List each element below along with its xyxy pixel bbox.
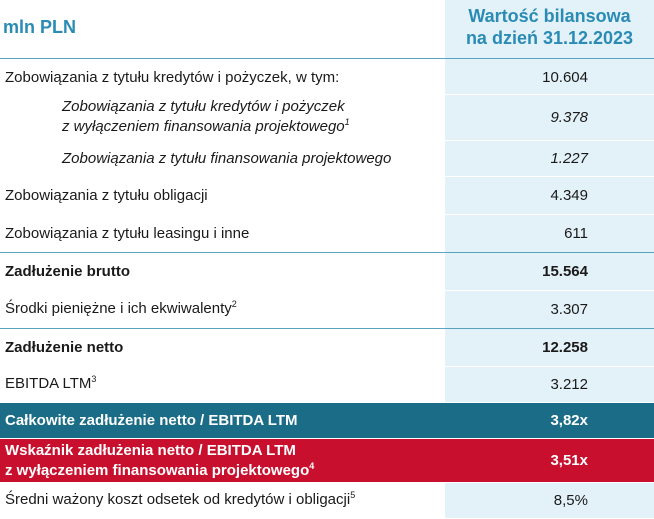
footnote-marker: 2 (231, 299, 237, 309)
row-label-line2 (5, 461, 314, 481)
column-title-line2: na dzień 31.12.2023 (465, 28, 634, 48)
table-header (0, 0, 654, 59)
row-label (5, 374, 96, 394)
row-label-text: Środki pieniężne i ich ekwiwalenty (5, 300, 232, 317)
row-label-text: Średni ważony koszt odsetek od kredytów i obligacji (5, 491, 351, 508)
row-label: Zadłużenie netto (5, 339, 124, 356)
row-value: 12.258 (542, 339, 588, 356)
row-label-line2-text: z wyłączeniem finansowania projektowego (62, 118, 345, 135)
row-value: 3.307 (550, 301, 588, 318)
row-value: 1.227 (550, 150, 588, 167)
table-row-loans-total (0, 59, 654, 95)
row-label: Zobowiązania z tytułu leasingu i inne (5, 225, 250, 242)
table-row-net-debt (0, 329, 654, 367)
row-label (5, 490, 355, 510)
row-label-text: EBITDA LTM (5, 375, 92, 392)
table-row-project-finance (0, 141, 654, 177)
row-label: Całkowite zadłużenie netto / EBITDA LTM (5, 412, 298, 429)
row-value: 611 (564, 225, 588, 242)
table-row-interest-cost (0, 483, 654, 519)
row-value: 15.564 (542, 263, 588, 280)
row-value: 9.378 (550, 109, 588, 126)
row-label-line1: Zobowiązania z tytułu kredytów i pożyczek (62, 98, 345, 115)
unit-label: mln PLN (3, 17, 77, 37)
column-title-line1: Wartość bilansowa (468, 6, 631, 26)
table-row-net-debt-ebitda-excl-project (0, 439, 654, 483)
row-value: 8,5% (553, 492, 588, 509)
footnote-marker: 5 (350, 490, 356, 500)
row-label-line2-text: z wyłączeniem finansowania projektowego (5, 462, 310, 479)
row-value: 3.212 (550, 376, 588, 393)
row-label-line1: Wskaźnik zadłużenia netto / EBITDA LTM (5, 442, 296, 459)
table-row-ebitda (0, 367, 654, 403)
row-value: 3,51x (550, 452, 588, 469)
row-label-line2 (62, 117, 350, 137)
table-row-bonds (0, 177, 654, 215)
footnote-marker: 3 (91, 374, 97, 384)
footnote-marker: 4 (309, 461, 315, 471)
table-row-gross-debt (0, 253, 654, 291)
table-row-net-debt-ebitda (0, 403, 654, 439)
column-title (445, 5, 654, 49)
row-label (5, 299, 237, 319)
row-label (62, 97, 350, 137)
row-label: Zobowiązania z tytułu finansowania projektowego (62, 150, 392, 167)
table-row-leasing (0, 215, 654, 253)
row-label: Zadłużenie brutto (5, 263, 130, 280)
row-value: 4.349 (550, 187, 588, 204)
row-label (5, 441, 314, 481)
row-value: 10.604 (542, 69, 588, 86)
footnote-marker: 1 (344, 117, 350, 127)
table-row-cash (0, 291, 654, 329)
row-label: Zobowiązania z tytułu kredytów i pożyczek, w tym: (5, 69, 340, 86)
row-label: Zobowiązania z tytułu obligacji (5, 187, 208, 204)
row-value: 3,82x (550, 412, 588, 429)
table-row-loans-excl-project (0, 95, 654, 141)
